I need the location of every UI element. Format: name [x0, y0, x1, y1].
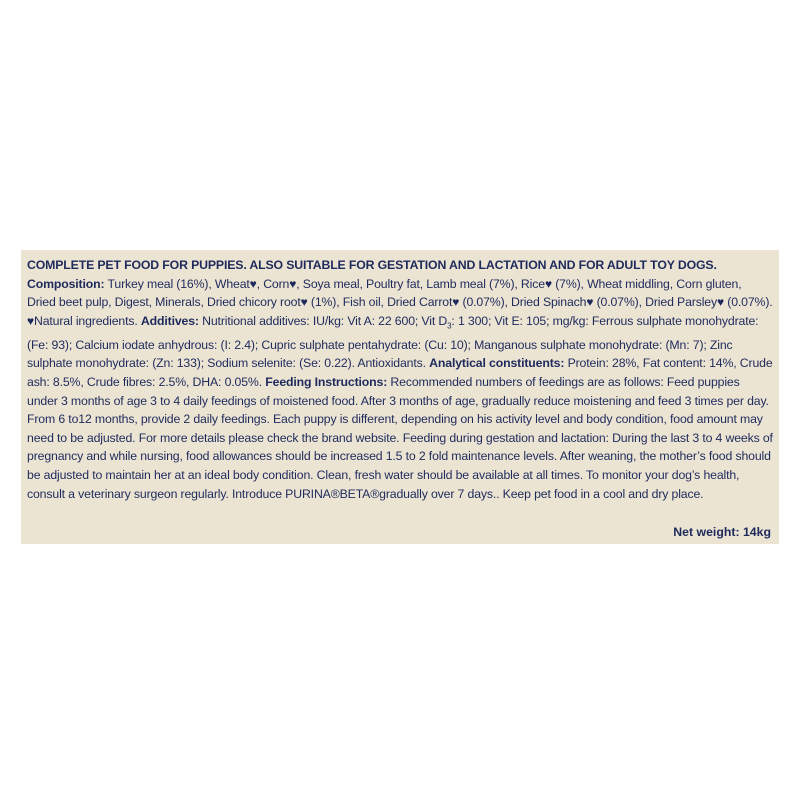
heart-icon: ♥: [586, 295, 594, 310]
heart-icon: ♥: [300, 295, 308, 310]
pet-food-label-panel: [21, 250, 779, 544]
composition-text: (7%), Wheat middling, Corn gluten, Dried beet pulp, Digest, Minerals, Dried chicory root: [27, 276, 742, 310]
composition-text: (1%), Fish oil, Dried Carrot: [307, 295, 453, 310]
composition-text: (0.07%), Dried Parsley: [593, 295, 717, 310]
analytical-text: Protein: 28%, Fat content: 14%, Crude ash: 8.5%, Crude fibres: 2.5%, DHA: 0.05%.: [27, 356, 773, 390]
composition-text: (0.07%), Dried Spinach: [459, 295, 587, 310]
feeding-text: Recommended numbers of feedings are as follows: Feed puppies under 3 months of age 3 to 4 daily feedings of moistened food. After 3 months of age, gradually reduce moistening and feed 3 times per day. From 6 to12 months, provide 2 daily feedings. Each puppy is different, depending on his activity level and body condition, food amount may need to be adjusted. For more details please check the brand website. Feeding during gestation and lactation: During the last 3 to 4 weeks of pregnancy and while nursing, food allowances should be increased 1.5 to 2 fold maintenance levels. After weaning, the mother’s food should be adjusted to maintain her at an ideal body condition. Clean, fresh water should be available at all times. To monitor your dog’s health, consult a veterinary surgeon regularly. Introduce PURINA®BETA®gradually over 7 days.. Keep pet food in a cool and dry place.: [27, 375, 773, 501]
additives-subscript: 3: [447, 321, 452, 331]
analytical-title: Analytical constituents:: [429, 356, 565, 371]
heart-icon: ♥: [249, 276, 257, 291]
label-heading: COMPLETE PET FOOD FOR PUPPIES. ALSO SUITABLE FOR GESTATION AND LACTATION AND FOR ADULT TOY DOGS.: [27, 258, 717, 272]
additives-title: Additives:: [140, 313, 199, 328]
composition-text: , Corn: [256, 276, 290, 291]
label-body-text: [27, 256, 773, 503]
net-weight: Net weight: 14kg: [673, 525, 771, 539]
heart-icon: ♥: [717, 295, 724, 310]
natural-ingredients-note: Natural ingredients.: [33, 313, 138, 328]
additives-text: : 1 300; Vit E: 105; mg/kg: Ferrous sulphate monohydrate: (Fe: 93); Calcium iodate anhydrous: (I: 2.4); Cupric sulphate pentahydrate: (Cu: 10); Manganous sulphate monohydrate: (Mn: 7); Zinc sulphate monohydrate: (Zn: 133); Sodium selenite: (Se: 0.22). Antioxidants.: [27, 313, 759, 371]
composition-text: (0.07%).: [723, 295, 773, 310]
additives-text: Nutritional additives: IU/kg: Vit A: 22 600; Vit D: [202, 313, 448, 328]
composition-text: Turkey meal (16%), Wheat: [107, 276, 250, 291]
heart-icon: ♥: [544, 276, 552, 291]
feeding-title: Feeding Instructions:: [265, 375, 388, 390]
heart-icon: ♥: [27, 313, 34, 328]
heart-icon: ♥: [289, 276, 297, 291]
composition-text: , Soya meal, Poultry fat, Lamb meal (7%), Rice: [296, 276, 545, 291]
heart-icon: ♥: [452, 295, 460, 310]
composition-title: Composition:: [27, 276, 105, 291]
